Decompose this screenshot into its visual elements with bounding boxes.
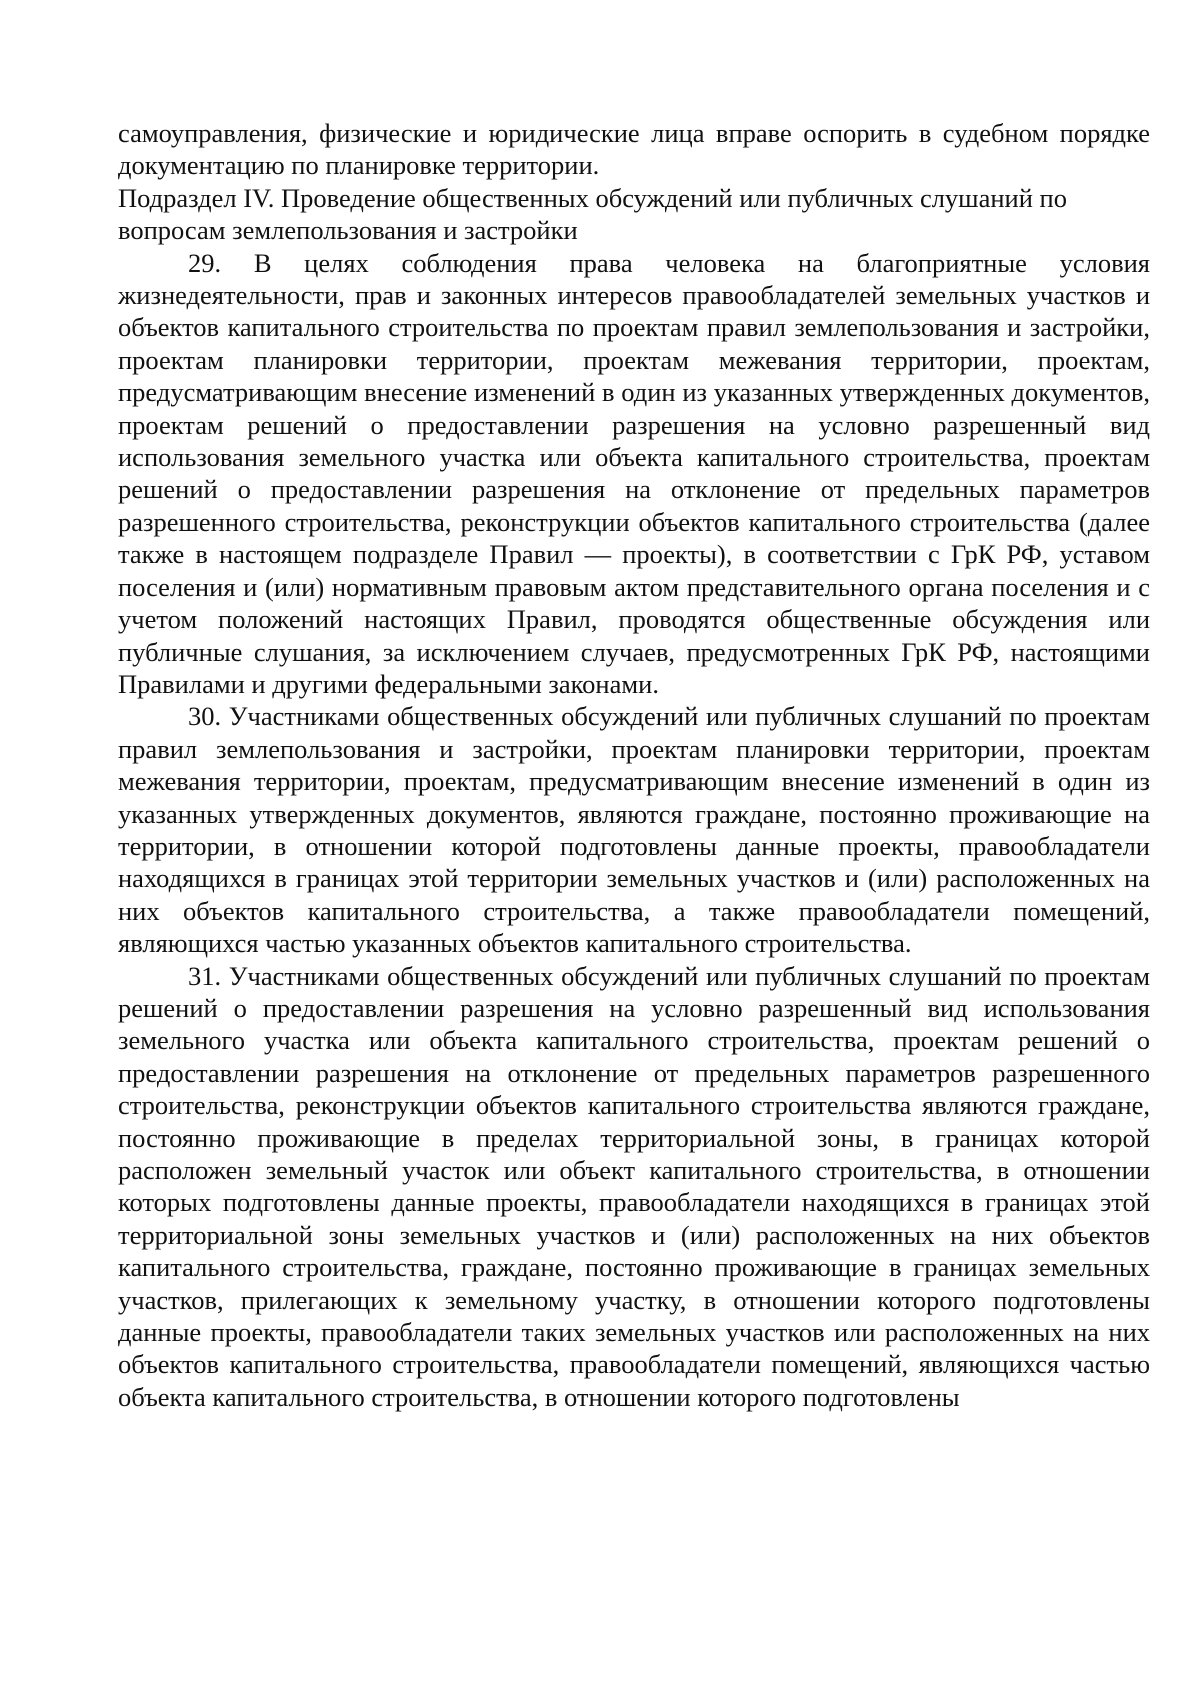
section-heading: [118, 182, 1150, 247]
section-heading-line-1: Подраздел IV. Проведение общественных обсуждений или публичных слушаний по: [118, 182, 1067, 213]
paragraph-29: 29. В целях соблюдения права человека на благоприятные условия жизнедеятельности, прав и законных интересов правообладателей земельных участков и объектов капитального строительства по проектам правил землепользования и застройки, проектам планировки территории, проектам межевания территории, проектам, предусматривающим внесение изменений в один из указанных утвержденных документов, проектам решений о предоставлении разрешения на условно разрешенный вид использования земельного участка или объекта капитального строительства, проектам решений о предоставлении разрешения на отклонение от предельных параметров разрешенного строительства, реконструкции объектов капитального строительства (далее также в настоящем подразделе Правил — проекты), в соответствии с ГрК РФ, уставом поселения и (или) нормативным правовым актом представительного органа поселения и с учетом положений настоящих Правил, проводятся общественные обсуждения или публичные слушания, за исключением случаев, предусмотренных ГрК РФ, настоящими Правилами и другими федеральными законами.: [118, 247, 1150, 699]
document-body: [118, 117, 1150, 1413]
section-heading-line-2: вопросам землепользования и застройки: [118, 215, 578, 246]
paragraph-31: 31. Участниками общественных обсуждений или публичных слушаний по проектам решений о предоставлении разрешения на условно разрешенный вид использования земельного участка или объекта капитального строительства, проектам решений о предоставлении разрешения на отклонение от предельных параметров разрешенного строительства, реконструкции объектов капитального строительства являются граждане, постоянно проживающие в пределах территориальной зоны, в границах которой расположен земельный участок или объект капитального строительства, в отношении которых подготовлены данные проекты, правообладатели находящихся в границах этой территориальной зоны земельных участков и (или) расположенных на них объектов капитального строительства, граждане, постоянно проживающие в границах земельных участков, прилегающих к земельному участку, в отношении которого подготовлены данные проекты, правообладатели таких земельных участков или расположенных на них объектов капитального строительства, правообладатели помещений, являющихся частью объекта капитального строительства, в отношении которого подготовлены: [118, 960, 1150, 1412]
intro-paragraph: самоуправления, физические и юридические лица вправе оспорить в судебном порядке документацию по планировке территории.: [118, 118, 1150, 181]
paragraph-30: 30. Участниками общественных обсуждений или публичных слушаний по проектам правил землепользования и застройки, проектам планировки территории, проектам межевания территории, проектам, предусматривающим внесение изменений в один из указанных утвержденных документов, являются граждане, постоянно проживающие на территории, в отношении которой подготовлены данные проекты, правообладатели находящихся в границах этой территории земельных участков и (или) расположенных на них объектов капитального строительства, а также правообладатели помещений, являющихся частью указанных объектов капитального строительства.: [118, 701, 1150, 959]
